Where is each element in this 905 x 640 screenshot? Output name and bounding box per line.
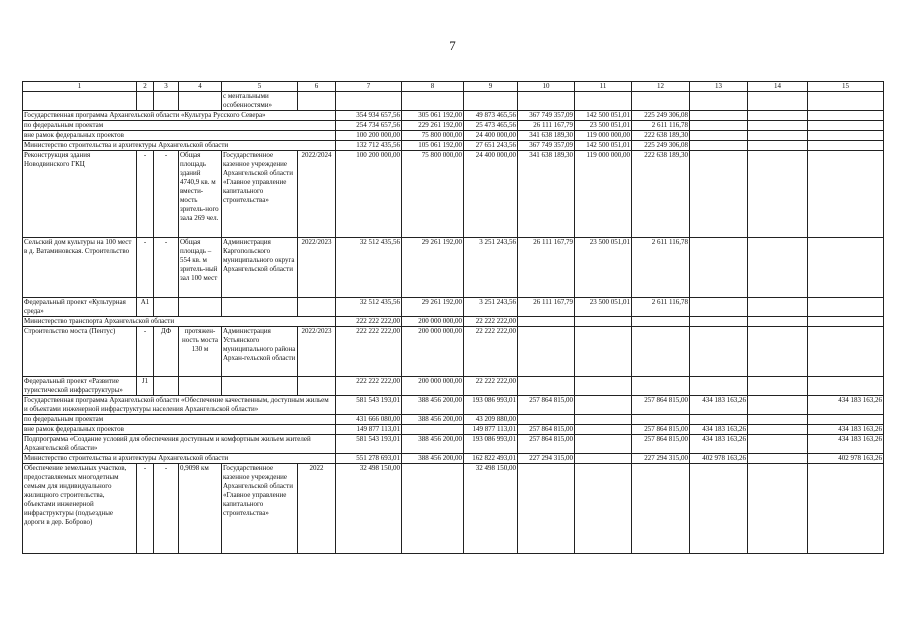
cell-col11: 23 500 051,01 [575, 121, 632, 131]
cell-col8: 388 456 200,00 [402, 396, 464, 415]
col-header: 12 [632, 82, 690, 92]
cell-col8: 29 261 192,00 [402, 298, 464, 317]
cell-col9: 22 222 222,00 [464, 327, 518, 377]
table-row [23, 317, 884, 327]
cell-col12: 257 864 815,00 [632, 425, 690, 435]
col-header: 7 [336, 82, 402, 92]
object-name: Обеспечение земельных участков, предоставляемых многодетным семьям для индивидуального жилищного строительства, объектами инженерной инфраструктуры (подъездные дороги в дер. Боброво) [23, 464, 137, 554]
cell-col12: 222 638 189,30 [632, 131, 690, 141]
cell-col7: 551 278 693,01 [336, 454, 402, 464]
cell-col7: 354 934 657,56 [336, 111, 402, 121]
cell-col8: 200 000 000,00 [402, 377, 464, 396]
cell-col15: 434 183 163,26 [808, 425, 884, 435]
table-row [23, 111, 884, 121]
cell-col8: 75 800 000,00 [402, 151, 464, 238]
row-label: по федеральным проектам [23, 121, 336, 131]
cell-col9: 149 877 113,01 [464, 425, 518, 435]
cell-col3: - [154, 151, 179, 238]
col-header: 4 [179, 82, 222, 92]
cell-col9: 193 086 993,01 [464, 396, 518, 415]
cell-col9: 49 873 465,56 [464, 111, 518, 121]
cell-col7: 431 666 080,00 [336, 415, 402, 425]
cell-col8: 75 800 000,00 [402, 131, 464, 141]
row-label: Министерство строительства и архитектуры Архангельской области [23, 454, 336, 464]
row-label: Подпрограмма «Создание условий для обеспечения доступным и комфортным жильем жителей Архангельской области» [23, 435, 336, 454]
cell-col2: - [137, 464, 154, 554]
cell-col7: 32 512 435,56 [336, 298, 402, 317]
row-label: Государственная программа Архангельской области «Обеспечение качественным, доступным жильем и объектами инженерной инфраструктуры населения Архангельской области» [23, 396, 336, 415]
federal-project-name: Федеральный проект «Культурная среда» [23, 298, 137, 317]
object-capacity: 0,9098 км [179, 464, 222, 554]
cell-col12: 257 864 815,00 [632, 396, 690, 415]
cell-col9: 193 086 993,01 [464, 435, 518, 454]
row-label: вне рамок федеральных проектов [23, 131, 336, 141]
page-number: 7 [449, 38, 456, 53]
object-customer: Государственное казенное учреждение Архангельской области «Главное управление капитального строительства» [222, 464, 298, 554]
cell-col9: 24 400 000,00 [464, 131, 518, 141]
cell-col10: 26 111 167,79 [518, 121, 575, 131]
table-row [23, 464, 884, 554]
cell-col13: 434 183 163,26 [690, 396, 748, 415]
cell-col12: 222 638 189,30 [632, 151, 690, 238]
cell-col8: 200 000 000,00 [402, 327, 464, 377]
cell-col9: 25 473 465,56 [464, 121, 518, 131]
cell-col7: 32 512 435,56 [336, 238, 402, 298]
col-header: 5 [222, 82, 298, 92]
object-name: Реконструкция здания Новодвинского ГКЦ [23, 151, 137, 238]
cell-col7: 254 734 657,56 [336, 121, 402, 131]
cell-col2: - [137, 151, 154, 238]
table-row [23, 298, 884, 317]
cell-col7: 132 712 435,56 [336, 141, 402, 151]
cell-col9: 3 251 243,56 [464, 238, 518, 298]
cont-text: с ментальными особенностями» [222, 92, 298, 111]
cell-col8: 105 061 192,00 [402, 141, 464, 151]
cell-col15: 434 183 163,26 [808, 396, 884, 415]
object-name: Строительство моста (Пентус) [23, 327, 137, 377]
cell-col2: - [137, 238, 154, 298]
cell-col11: 23 500 051,01 [575, 238, 632, 298]
column-number-row [23, 82, 884, 92]
cell-col7: 100 200 000,00 [336, 131, 402, 141]
cell-col10: 341 638 189,30 [518, 131, 575, 141]
cell-col12: 225 249 306,08 [632, 141, 690, 151]
object-capacity: Общая площадь зданий 4740,9 кв. м вмести-мость зритель-ного зала 269 чел. [179, 151, 222, 238]
cell-col3: ДФ [154, 327, 179, 377]
cell-col10: 257 864 815,00 [518, 435, 575, 454]
col-header: 8 [402, 82, 464, 92]
cell-col12: 2 611 116,78 [632, 121, 690, 131]
budget-table [22, 81, 884, 554]
table-row [23, 396, 884, 415]
col-header: 1 [23, 82, 137, 92]
cell-col7: 222 222 222,00 [336, 317, 402, 327]
col-header: 10 [518, 82, 575, 92]
federal-project-code: J1 [137, 377, 154, 396]
table-row [23, 415, 884, 425]
cell-col8: 29 261 192,00 [402, 238, 464, 298]
cell-col10: 257 864 815,00 [518, 396, 575, 415]
cell-col10: 367 749 357,09 [518, 141, 575, 151]
object-capacity: протяжен-ность моста 130 м [179, 327, 222, 377]
table-row [23, 377, 884, 396]
table-row [23, 425, 884, 435]
cell-col11: 119 000 000,00 [575, 151, 632, 238]
cell-col8: 388 456 200,00 [402, 435, 464, 454]
col-header: 13 [690, 82, 748, 92]
col-header: 2 [137, 82, 154, 92]
cell-col10: 341 638 189,30 [518, 151, 575, 238]
cell-col15: 434 183 163,26 [808, 435, 884, 454]
cell-col3: - [154, 464, 179, 554]
cell-col9: 162 822 493,01 [464, 454, 518, 464]
object-customer: Администрация Каргопольского муниципального округа Архангельской области [222, 238, 298, 298]
object-customer: Администрация Устьянского муниципального района Архан-гельской области [222, 327, 298, 377]
cell-col8: 388 456 200,00 [402, 454, 464, 464]
row-label: Государственная программа Архангельской области «Культура Русского Севера» [23, 111, 336, 121]
cell-col9: 43 209 880,00 [464, 415, 518, 425]
col-header: 6 [298, 82, 336, 92]
table-row [23, 141, 884, 151]
row-label: Министерство транспорта Архангельской области [23, 317, 336, 327]
col-header: 14 [748, 82, 808, 92]
cell-col12: 2 611 116,78 [632, 238, 690, 298]
cell-col9: 22 222 222,00 [464, 317, 518, 327]
cell-col8: 229 261 192,00 [402, 121, 464, 131]
cell-col9: 24 400 000,00 [464, 151, 518, 238]
object-period: 2022/2023 [298, 238, 336, 298]
cell-col7: 100 200 000,00 [336, 151, 402, 238]
col-header: 3 [154, 82, 179, 92]
cell-col7: 581 543 193,01 [336, 396, 402, 415]
cell-col13: 434 183 163,26 [690, 435, 748, 454]
cell-col10: 26 111 167,79 [518, 238, 575, 298]
col-header: 9 [464, 82, 518, 92]
object-customer: Государственное казенное учреждение Архангельской области «Главное управление капитального строительства» [222, 151, 298, 238]
federal-project-name: Федеральный проект «Развитие туристической инфраструктуры» [23, 377, 137, 396]
cell-col7: 581 543 193,01 [336, 435, 402, 454]
row-label: Министерство строительства и архитектуры Архангельской области [23, 141, 336, 151]
continuation-row [23, 92, 884, 111]
table-row [23, 327, 884, 377]
cell-col8: 200 000 000,00 [402, 317, 464, 327]
object-period: 2022/2024 [298, 151, 336, 238]
cell-col7: 222 222 222,00 [336, 327, 402, 377]
cell-col10: 367 749 357,09 [518, 111, 575, 121]
cell-col7: 149 877 113,01 [336, 425, 402, 435]
cell-col8: 388 456 200,00 [402, 415, 464, 425]
cell-col13: 402 978 163,26 [690, 454, 748, 464]
cell-col12: 2 611 116,78 [632, 298, 690, 317]
table-row [23, 238, 884, 298]
object-period: 2022/2023 [298, 327, 336, 377]
cell-col10: 227 294 315,00 [518, 454, 575, 464]
table-row [23, 454, 884, 464]
row-label: по федеральным проектам [23, 415, 336, 425]
cell-col13: 434 183 163,26 [690, 425, 748, 435]
cell-col2: - [137, 327, 154, 377]
cell-col10: 257 864 815,00 [518, 425, 575, 435]
col-header: 11 [575, 82, 632, 92]
cell-col11: 23 500 051,01 [575, 298, 632, 317]
table-row [23, 151, 884, 238]
cell-col9: 27 651 243,56 [464, 141, 518, 151]
cell-col3: - [154, 238, 179, 298]
cell-col10: 26 111 167,79 [518, 298, 575, 317]
cell-col11: 142 500 051,01 [575, 141, 632, 151]
cell-col7: 222 222 222,00 [336, 377, 402, 396]
cell-col11: 142 500 051,01 [575, 111, 632, 121]
object-capacity: Общая площадь – 554 кв. м зритель-ный зал 100 мест [179, 238, 222, 298]
object-period: 2022 [298, 464, 336, 554]
table-row [23, 121, 884, 131]
cell-col8: 305 061 192,00 [402, 111, 464, 121]
object-name: Сельский дом культуры на 100 мест в д. Ватаминовская. Строительство [23, 238, 137, 298]
federal-project-code: A1 [137, 298, 154, 317]
cell-col15: 402 978 163,26 [808, 454, 884, 464]
col-header: 15 [808, 82, 884, 92]
row-label: вне рамок федеральных проектов [23, 425, 336, 435]
cell-col9: 3 251 243,56 [464, 298, 518, 317]
cell-col9: 32 498 150,00 [464, 464, 518, 554]
cell-col7: 32 498 150,00 [336, 464, 402, 554]
cell-col12: 225 249 306,08 [632, 111, 690, 121]
table-row [23, 131, 884, 141]
cell-col9: 22 222 222,00 [464, 377, 518, 396]
cell-col12: 257 864 815,00 [632, 435, 690, 454]
table-row [23, 435, 884, 454]
cell-col12: 227 294 315,00 [632, 454, 690, 464]
cell-col11: 119 000 000,00 [575, 131, 632, 141]
